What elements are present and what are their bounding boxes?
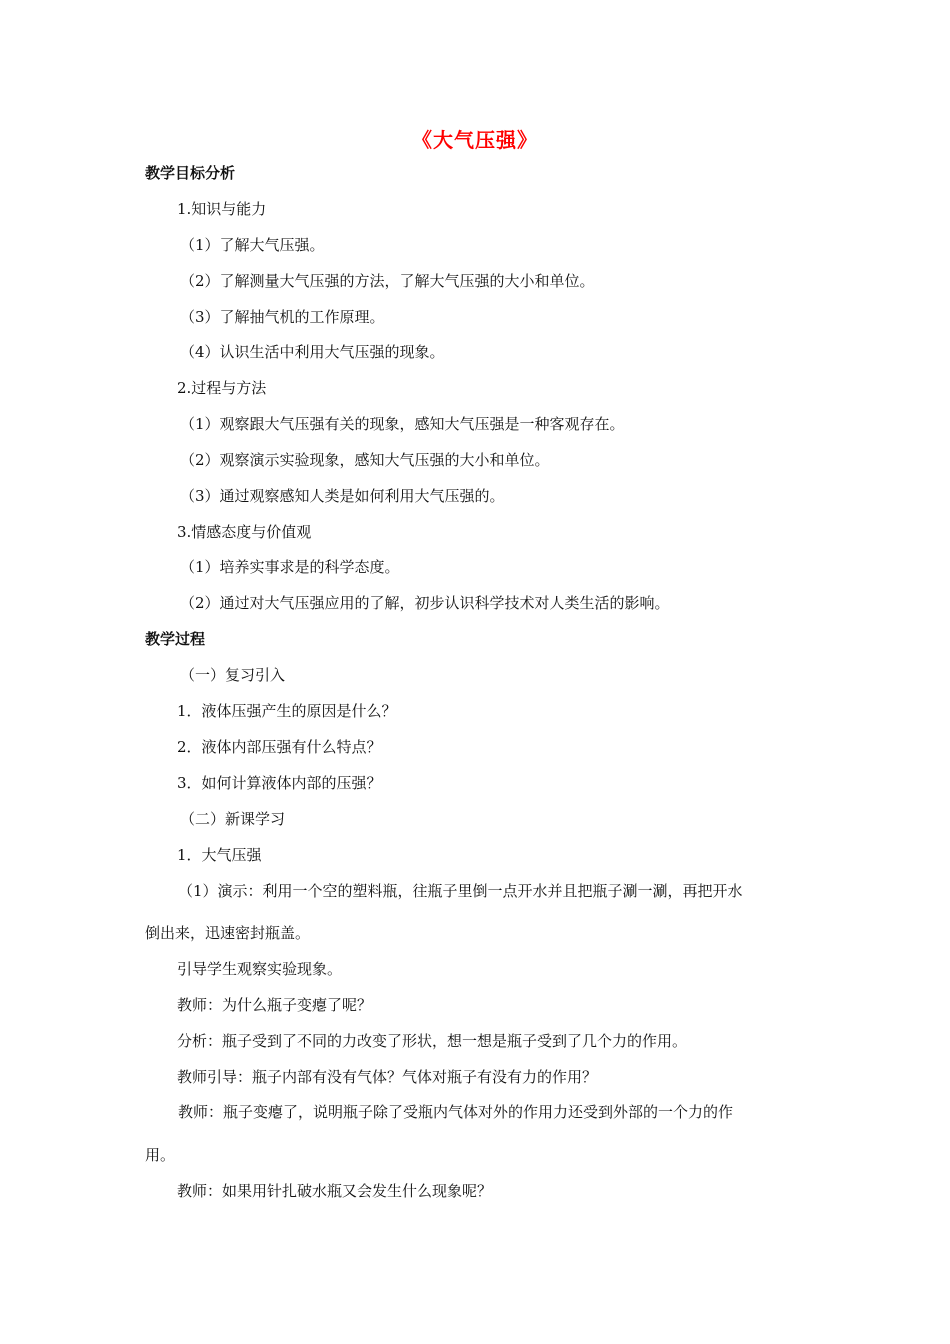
list-item: （2）了解测量大气压强的方法，了解大气压强的大小和单位。 (180, 272, 595, 290)
list-item: 1．液体压强产生的原因是什么？ (177, 702, 397, 720)
list-item: （1）观察跟大气压强有关的现象，感知大气压强是一种客观存在。 (180, 415, 625, 433)
paragraph-guide: 引导学生观察实验现象。 (177, 960, 343, 978)
list-item: （3）了解抽气机的工作原理。 (180, 308, 385, 326)
section-heading-objectives: 教学目标分析 (145, 164, 236, 182)
list-item: 2．液体内部压强有什么特点？ (177, 738, 382, 756)
paragraph-teacher-explain-cont: 用。 (145, 1146, 176, 1164)
subheading-knowledge: 1.知识与能力 (177, 200, 267, 218)
list-item: （3）通过观察感知人类是如何利用大气压强的。 (180, 487, 505, 505)
list-item: （1）了解大气压强。 (180, 236, 325, 254)
paragraph-demo-cont: 倒出来，迅速密封瓶盖。 (145, 924, 311, 942)
part-heading-review: （一）复习引入 (180, 666, 286, 684)
paragraph-demo: （1）演示：利用一个空的塑料瓶，往瓶子里倒一点开水并且把瓶子涮一涮，再把开水 (178, 882, 743, 900)
paragraph-teacher-question-2: 教师：如果用针扎破水瓶又会发生什么现象呢？ (177, 1182, 493, 1200)
paragraph-teacher-explain: 教师：瓶子变瘪了，说明瓶子除了受瓶内气体对外的作用力还受到外部的一个力的作 (178, 1103, 734, 1121)
list-item: （2）观察演示实验现象，感知大气压强的大小和单位。 (180, 451, 550, 469)
document-title: 《大气压强》 (412, 128, 538, 152)
list-item: （1）培养实事求是的科学态度。 (180, 558, 400, 576)
subheading-attitude: 3.情感态度与价值观 (177, 523, 312, 541)
list-item: （4）认识生活中利用大气压强的现象。 (180, 343, 445, 361)
list-item: 3．如何计算液体内部的压强？ (177, 774, 382, 792)
part-heading-new-lesson: （二）新课学习 (180, 810, 286, 828)
topic-heading: 1．大气压强 (177, 846, 262, 864)
subheading-process: 2.过程与方法 (177, 379, 267, 397)
paragraph-teacher-question: 教师：为什么瓶子变瘪了呢？ (177, 996, 373, 1014)
paragraph-analysis: 分析：瓶子受到了不同的力改变了形状，想一想是瓶子受到了几个力的作用。 (177, 1032, 688, 1050)
section-heading-process: 教学过程 (145, 630, 206, 648)
list-item: （2）通过对大气压强应用的了解，初步认识科学技术对人类生活的影响。 (180, 594, 670, 612)
paragraph-teacher-guide: 教师引导：瓶子内部有没有气体？气体对瓶子有没有力的作用？ (177, 1068, 598, 1086)
